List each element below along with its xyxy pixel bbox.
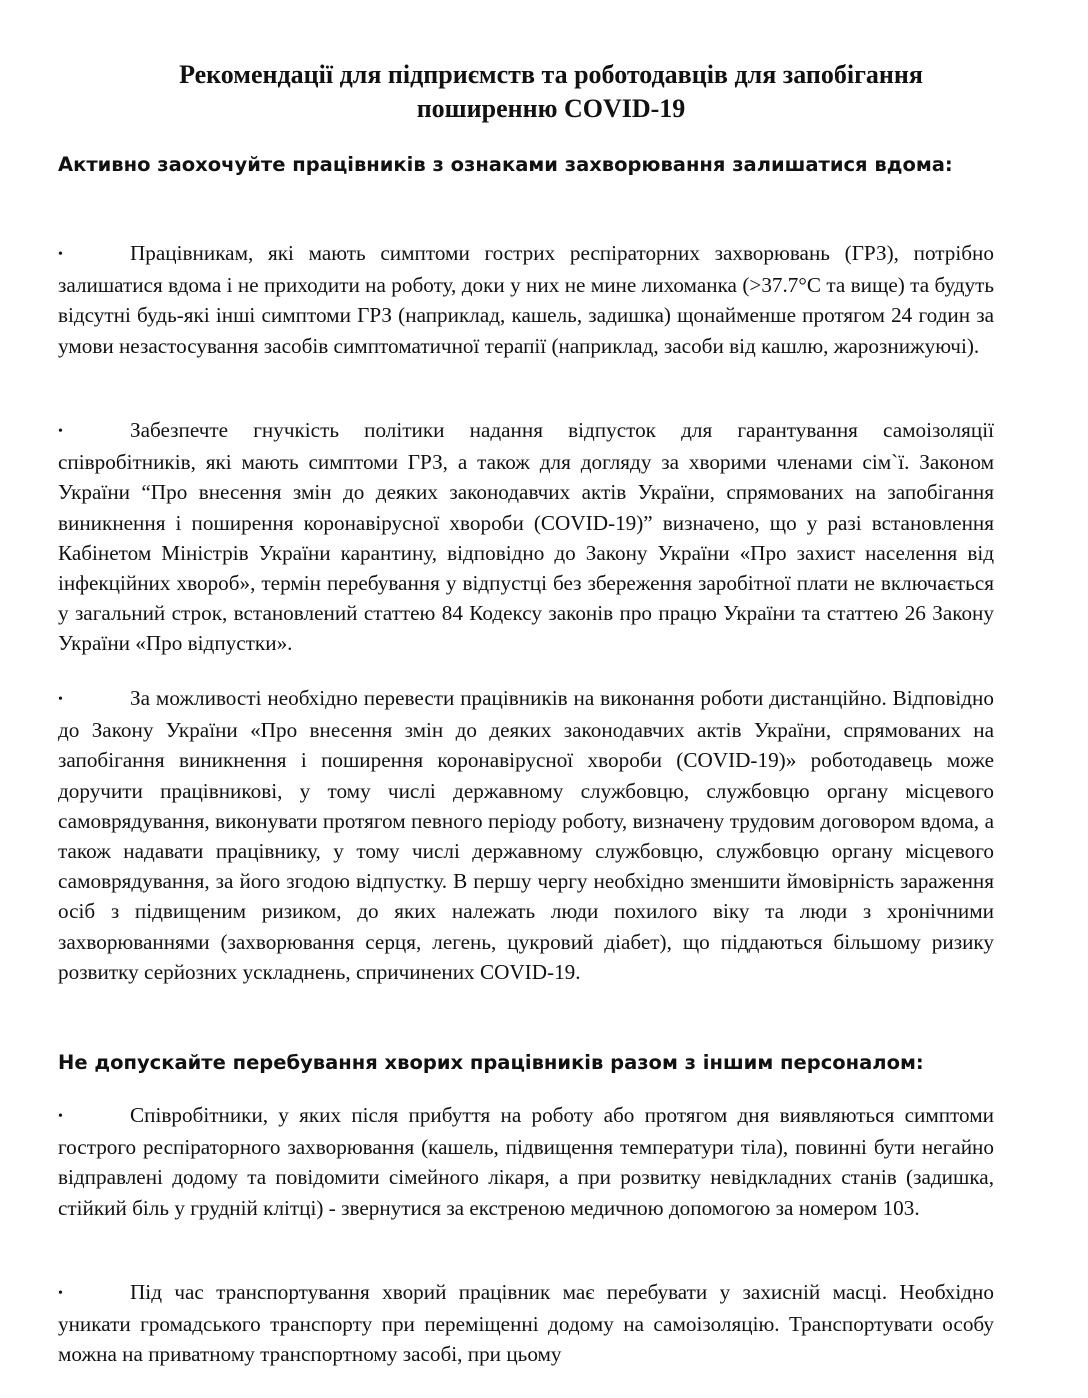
title-line-2: поширенню COVID-19 — [416, 94, 686, 123]
paragraph-text: Співробітники, у яких після прибуття на роботу або протягом дня виявляються симптоми гострого респіраторного захворювання (кашель, підвищення температури тіла), повинні бути негайно відправлені додому та повідомити сімейного лікаря, а при розвитку невідкладних станів (задишка, стійкий біль у грудній клітці) - звернутися за екстреною медичною допомогою за номером 103. — [58, 1103, 994, 1220]
document-title — [56, 58, 1046, 126]
bullet-point: • — [58, 1109, 63, 1124]
paragraph-text: Працівникам, які мають симптоми гострих респіраторних захворювань (ГРЗ), потрібно залишатися вдома і не приходити на роботу, доки у них не мине лихоманка (>37.7°C та вище) та будуть відсутні будь-які інші симптоми ГРЗ (наприклад, кашель, задишка) щонайменше протягом 24 годин за умови незастосування засобів симптоматичної терапії (наприклад, засоби від кашлю, жарознижуючі). — [58, 241, 994, 358]
paragraph-text: За можливості необхідно перевести працівників на виконання роботи дистанційно. Відповідно до Закону України «Про внесення змін до деяких законодавчих актів України, спрямованих на запобігання виникнення і поширення коронавірусної хвороби (COVID-19)» роботодавець може доручити працівникові, у тому числі державному службовцю, службовцю органу місцевого самоврядування, виконувати протягом певного періоду роботу, визначену трудовим договором вдома, а також надавати працівнику, у тому числі державному службовцю, службовцю органу місцевого самоврядування, за його згодою відпустку. В першу чергу необхідно зменшити ймовірність зараження осіб з підвищеним ризиком, до яких належать люди похилого віку та люди з хронічними захворюваннями (захворювання серця, легень, цукровий діабет), що піддаються більшому ризику розвитку серйозних ускладнень, спричинених COVID-19. — [58, 686, 994, 984]
paragraph-text: Під час транспортування хворий працівник має перебувати у захисній масці. Необхідно уникати громадського транспорту при переміщенні додому на самоізоляцію. Транспортувати особу можна на приватному транспортному засобі, при цьому — [58, 1280, 994, 1367]
paragraph-symptoms-stay-home — [58, 238, 994, 361]
bullet-point: • — [58, 247, 63, 262]
section-heading-isolate-sick: Не допускайте перебування хворих працівників разом з іншим персоналом: — [58, 1051, 924, 1074]
bullet-point: • — [58, 1286, 63, 1301]
paragraph-leave-policy — [58, 415, 994, 659]
bullet-point: • — [58, 692, 63, 707]
paragraph-text: Забезпечте гнучкість політики надання відпусток для гарантування самоізоляції співробітників, які мають симптоми ГРЗ, а також для догляду за хворими членами сім`ї. Законом України “Про внесення змін до деяких законодавчих актів України, спрямованих на запобігання виникнення і поширення коронавірусної хвороби (COVID-19)” визначено, що у разі встановлення Кабінетом Міністрів України карантину, відповідно до Закону України «Про захист населення від інфекційних хвороб», термін перебування у відпустці без збереження заробітної плати не включається у загальний строк, встановлений статтею 84 Кодексу законів про працю України та статтею 26 Закону України «Про відпустки». — [58, 418, 994, 656]
title-line-1: Рекомендації для підприємств та роботодавців для запобігання — [179, 60, 923, 89]
bullet-point: • — [58, 424, 63, 439]
paragraph-remote-work — [58, 683, 994, 987]
section-heading-stay-home: Активно заохочуйте працівників з ознаками захворювання залишатися вдома: — [58, 153, 953, 176]
paragraph-send-home — [58, 1100, 994, 1223]
paragraph-transport — [58, 1277, 994, 1370]
